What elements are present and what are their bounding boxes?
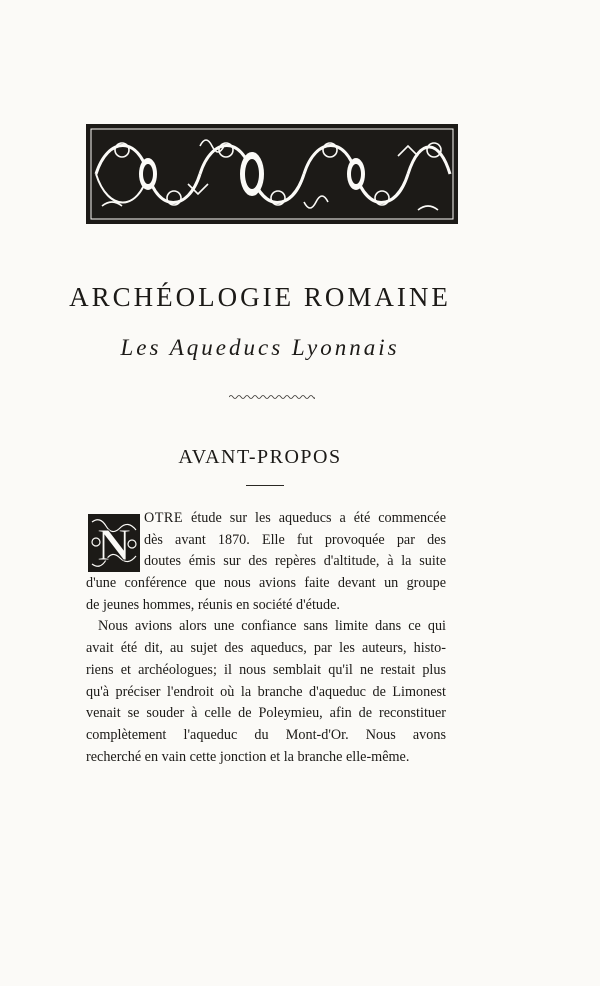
text-line: doutes émis sur des repères d'altitude, à la suite [144, 553, 446, 570]
text-line: d'une conférence que nous avions faite devant un groupe [86, 575, 446, 592]
text-line: qu'à préciser l'endroit où la branche d'aqueduc de Limonest [86, 683, 446, 700]
short-rule-divider [246, 485, 284, 486]
text-line: dès avant 1870. Elle fut provoquée par des [144, 531, 446, 548]
text-line: riens et archéologues; il nous semblait qu'il ne restait plus [86, 661, 446, 678]
text-line: Nous avions alors une confiance sans limite dans ce qui [98, 618, 446, 635]
text-line: avait été dit, au sujet des aqueducs, par les auteurs, histo- [86, 640, 446, 657]
body-text [86, 508, 446, 768]
text-line: complètement l'aqueduc du Mont-d'Or. Nous avons [86, 726, 446, 743]
section-heading: AVANT-PROPOS [178, 446, 342, 468]
svg-text:N: N [97, 519, 131, 570]
page-subtitle: Les Aqueducs Lyonnais [120, 335, 400, 360]
tilde-rule-divider-icon [229, 394, 315, 400]
text-line: recherché en vain cette jonction et la branche elle-même. [86, 748, 410, 765]
text-line [86, 508, 446, 530]
ornamental-headband-icon [86, 124, 458, 224]
text-line: de jeunes hommes, réunis en société d'étude. [86, 596, 340, 613]
lead-word-smallcaps: OTRE [144, 510, 184, 526]
text-fragment: étude sur les aqueducs a été commencée [191, 510, 447, 526]
page-title: ARCHÉOLOGIE ROMAINE [69, 282, 451, 312]
text-line: venait se souder à celle de Poleymieu, afin de reconstituer [86, 705, 446, 722]
